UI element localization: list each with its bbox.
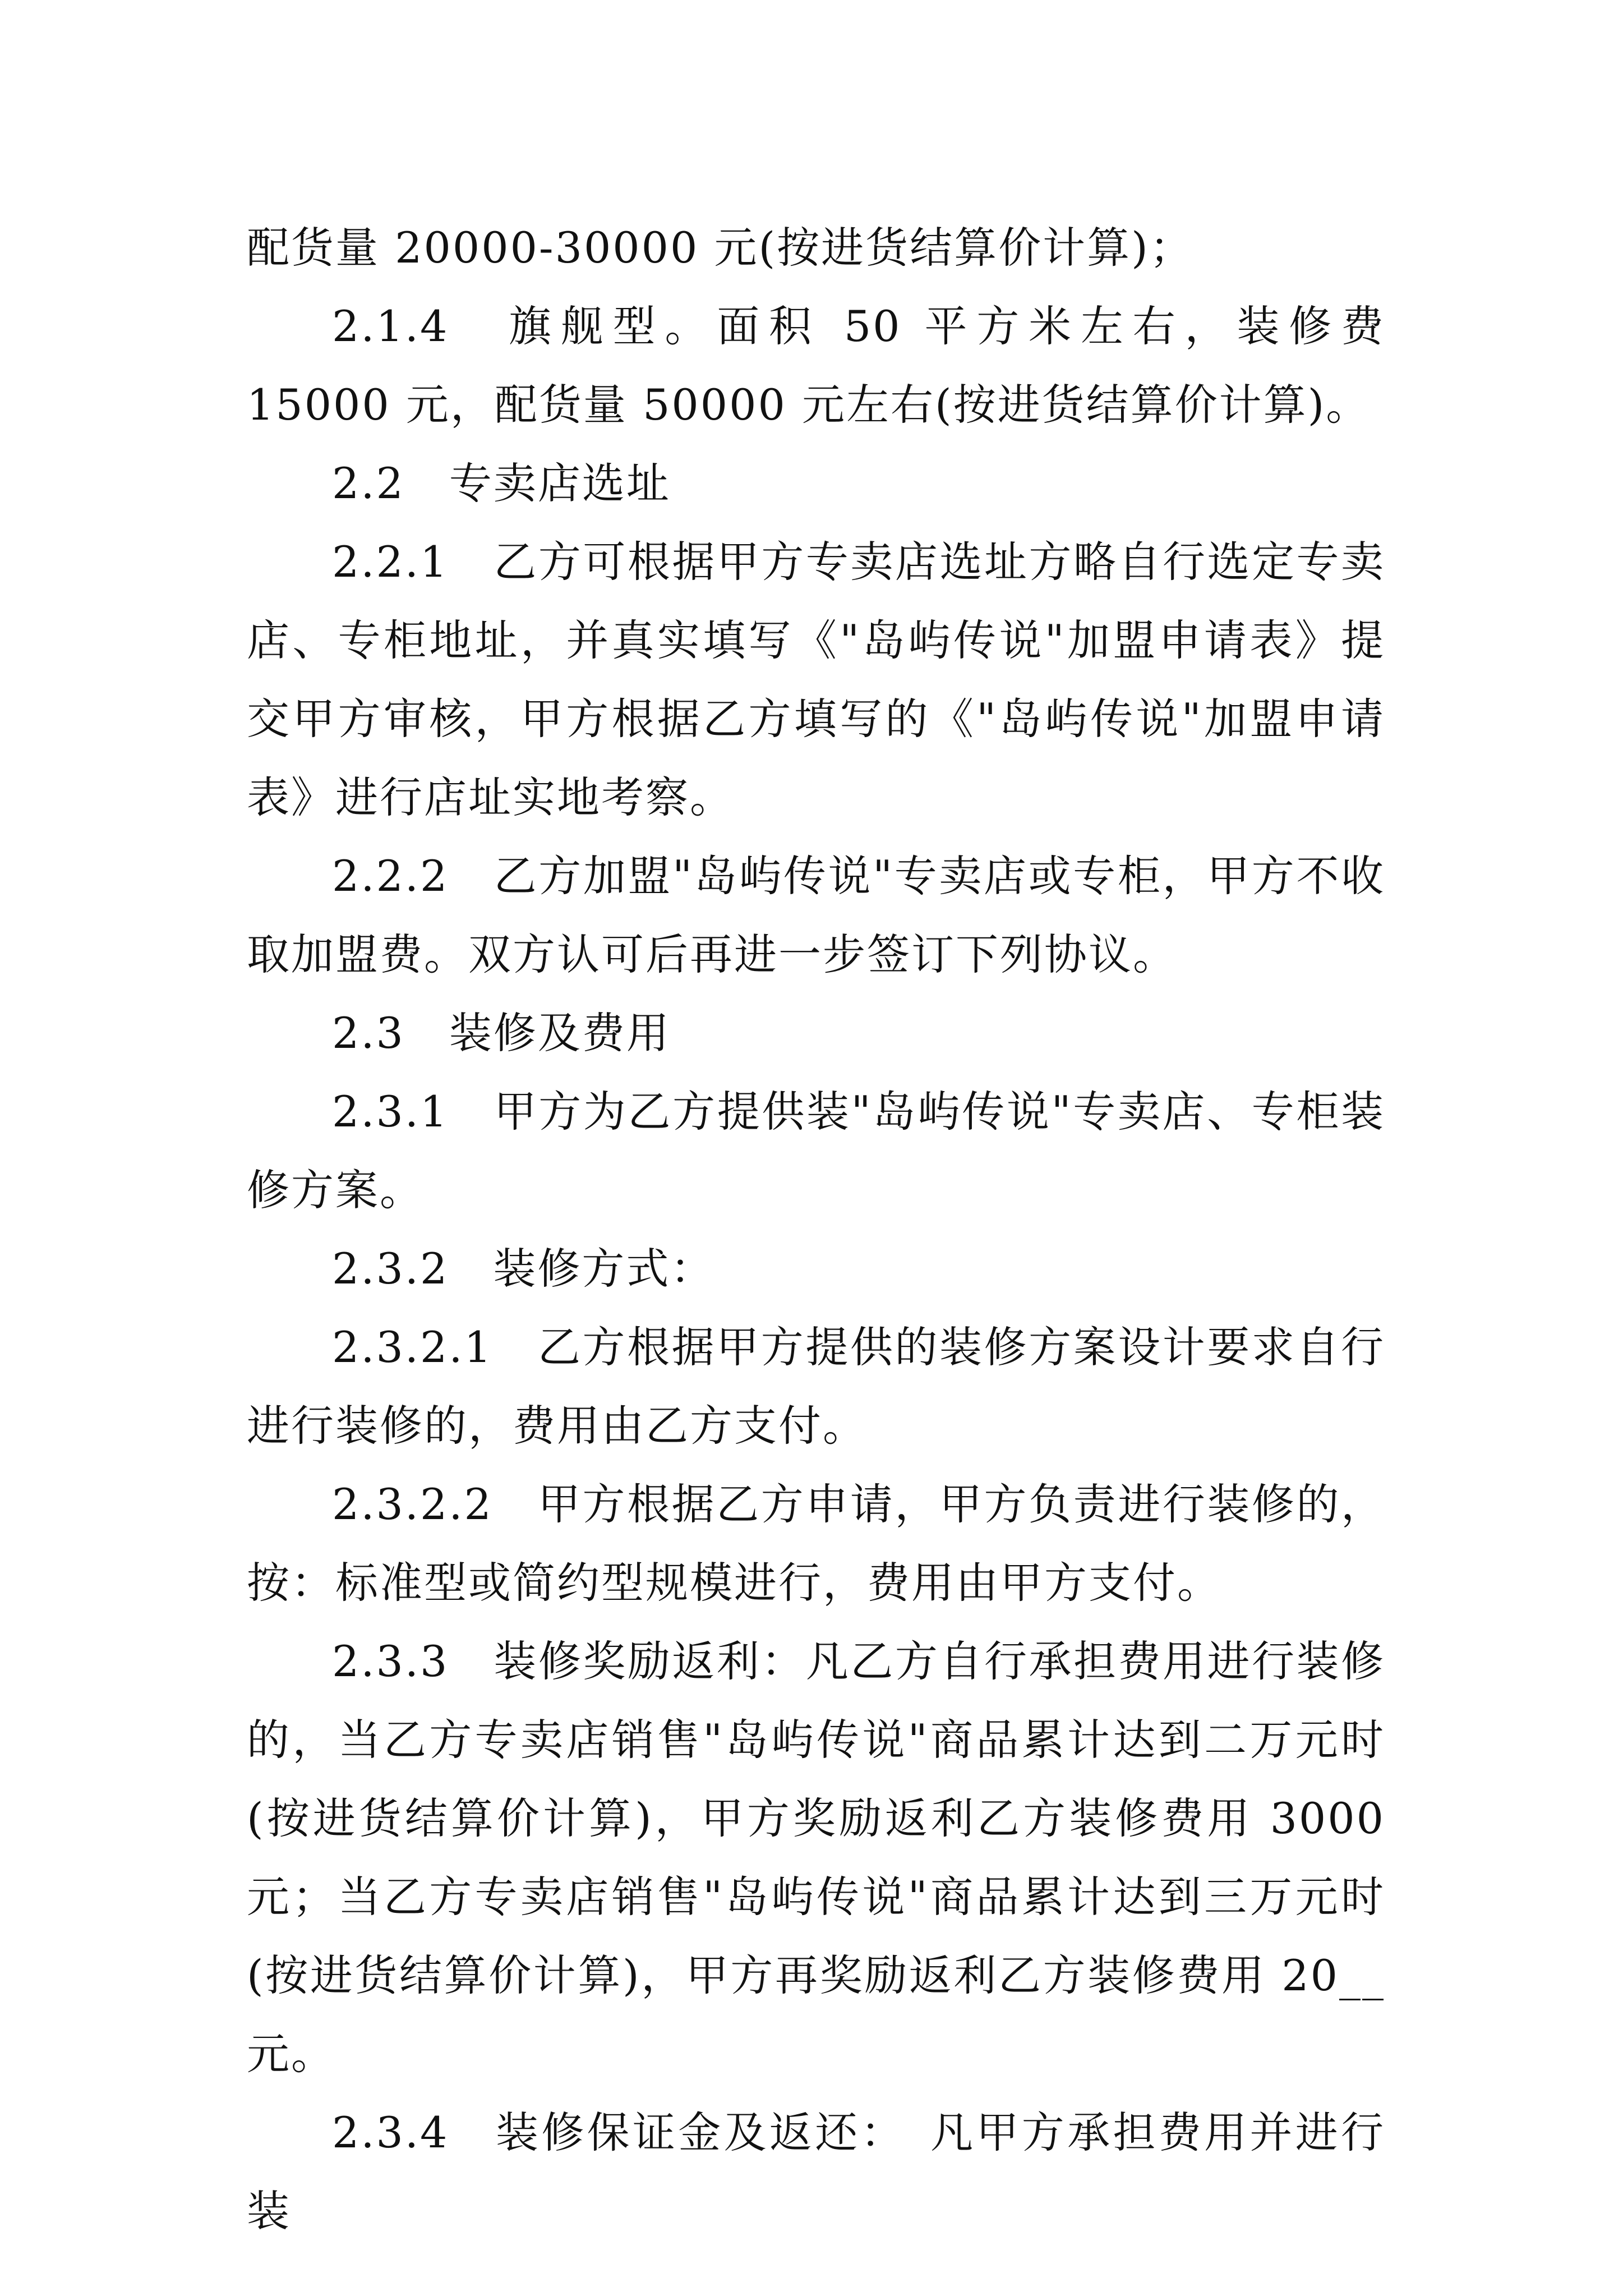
paragraph-2-3-2: 2.3.2 装修方式： [332, 1244, 715, 1294]
paragraph-2-3-4: 2.3.4 装修保证金及返还： 凡甲方承担费用并进行装 [247, 2108, 1385, 2236]
paragraph-2-3-1: 2.3.1 甲方为乙方提供装"岛屿传说"专卖店、专柜装修方案。 [247, 1087, 1385, 1215]
paragraph-supply-volume: 配货量 20000-30000 元(按进货结算价计算)； [247, 223, 1194, 273]
paragraph-2-1-4: 2.1.4 旗舰型。面积 50 平方米左右，装修费 15000 元，配货量 50000 元左右(按进货结算价计算)。 [247, 301, 1385, 430]
paragraph-2-3-2-1: 2.3.2.1 乙方根据甲方提供的装修方案设计要求自行进行装修的，费用由乙方支付。 [247, 1322, 1385, 1451]
paragraph-2-3-2-2: 2.3.2.2 甲方根据乙方申请，甲方负责进行装修的，按：标准型或简约型规模进行，费用由甲方支付。 [247, 1479, 1385, 1608]
heading-2-3: 2.3 装修及费用 [332, 1008, 671, 1058]
heading-2-2: 2.2 专卖店选址 [332, 458, 671, 508]
paragraph-2-2-2: 2.2.2 乙方加盟"岛屿传说"专卖店或专柜，甲方不收取加盟费。双方认可后再进一步签订下列协议。 [247, 851, 1385, 979]
paragraph-2-2-1: 2.2.1 乙方可根据甲方专卖店选址方略自行选定专卖店、专柜地址，并真实填写《"岛屿传说"加盟申请表》提交甲方审核，甲方根据乙方填写的《"岛屿传说"加盟申请表》进行店址实地考察。 [247, 537, 1385, 822]
document-body [247, 209, 1385, 2251]
paragraph-2-3-3: 2.3.3 装修奖励返利：凡乙方自行承担费用进行装修的，当乙方专卖店销售"岛屿传说"商品累计达到二万元时(按进货结算价计算)，甲方奖励返利乙方装修费用 3000 元；当乙方专卖店销售"岛屿传说"商品累计达到三万元时(按进货结算价计算)，甲方再奖励返利乙方装修费用 20__元。 [247, 1636, 1385, 2079]
